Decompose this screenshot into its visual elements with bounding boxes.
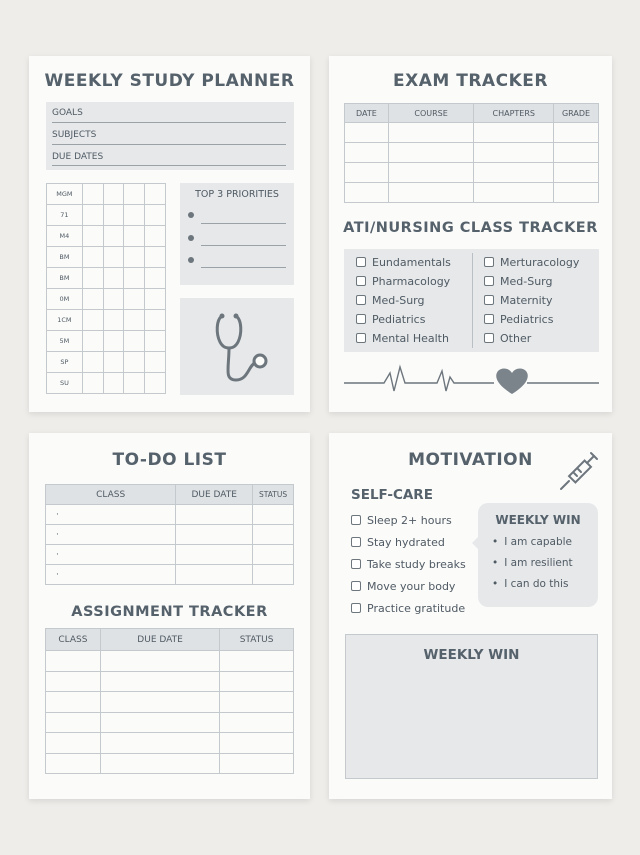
day-label: 1CM [47,310,83,331]
weekly-grid-cell[interactable] [103,268,124,289]
weekly-win-item-label: I am resilient [504,557,573,569]
assignment-title: ASSIGNMENT TRACKER [71,604,268,620]
ati-item[interactable] [484,275,552,288]
ati-item-label: Mental Health [372,332,449,345]
weekly-win-bubble-title: WEEKLY WIN [495,513,581,527]
assignment-cell[interactable] [220,753,294,774]
checkbox[interactable] [484,276,494,286]
assignment-cell[interactable] [220,733,294,754]
assignment-cell[interactable] [46,753,101,774]
weekly-grid-row [47,247,166,268]
assignment-cell[interactable] [46,671,101,692]
checkbox[interactable] [484,295,494,305]
todo-cell[interactable] [176,505,253,525]
heartbeat-heart-icon [344,361,599,395]
weekly-grid-cell[interactable] [82,373,103,394]
weekly-grid-cell[interactable] [124,205,145,226]
todo-title: TO-DO LIST [112,450,227,470]
weekly-grid-cell[interactable] [103,205,124,226]
ati-item-label: Merturacology [500,256,580,269]
weekly-grid-row [47,373,166,394]
todo-header-class: CLASS [46,485,176,505]
checkbox[interactable] [351,603,361,613]
weekly-win-item-label: I am capable [504,536,572,548]
exam-row [345,143,599,163]
assignment-cell[interactable] [100,733,219,754]
exam-cell[interactable] [554,163,599,183]
ati-item-label: Eundamentals [372,256,451,269]
assignment-header-status: STATUS [220,629,294,651]
checkbox[interactable] [351,537,361,547]
selfcare-item[interactable] [351,514,452,527]
assignment-row [46,692,294,713]
motivation-card [329,433,612,799]
weekly-grid [46,183,166,394]
exam-cell[interactable] [345,143,389,163]
weekly-grid-cell[interactable] [103,289,124,310]
selfcare-item-label: Sleep 2+ hours [367,514,452,527]
checkbox[interactable] [351,515,361,525]
assignment-cell[interactable] [100,692,219,713]
exam-cell[interactable] [388,143,474,163]
todo-cell[interactable] [253,525,294,545]
priority-line-2[interactable] [201,245,286,246]
todo-cell[interactable] [253,565,294,585]
exam-tracker-card [329,56,612,412]
weekly-grid-row [47,352,166,373]
day-label: MGM [47,184,83,205]
subjects-label: SUBJECTS [52,130,97,140]
weekly-grid-row [47,184,166,205]
weekly-study-planner-card [29,56,310,412]
motivation-title: MOTIVATION [408,450,533,470]
weekly-grid-cell[interactable] [145,331,166,352]
weekly-grid-cell[interactable] [103,310,124,331]
exam-header-chapters: CHAPTERS [474,104,554,123]
weekly-grid-cell[interactable] [145,310,166,331]
weekly-grid-cell[interactable] [124,373,145,394]
todo-row [46,525,294,545]
weekly-win-item-label: I can do this [504,578,569,590]
weekly-grid-cell[interactable] [124,184,145,205]
day-label: 71 [47,205,83,226]
ati-item[interactable] [484,313,553,326]
exam-title: EXAM TRACKER [393,71,548,91]
checkbox[interactable] [351,559,361,569]
exam-cell[interactable] [554,183,599,203]
exam-cell[interactable] [345,183,389,203]
ati-item[interactable] [356,256,451,269]
exam-cell[interactable] [554,143,599,163]
todo-row-mark[interactable]: · [46,565,176,585]
checkbox[interactable] [356,257,366,267]
todo-cell[interactable] [253,545,294,565]
selfcare-title: SELF-CARE [351,487,433,503]
assignment-header-due-date: DUE DATE [100,629,219,651]
planner-title: WEEKLY STUDY PLANNER [44,71,295,91]
exam-row [345,123,599,143]
weekly-grid-cell[interactable] [103,184,124,205]
syringe-icon [557,449,601,493]
day-label: SU [47,373,83,394]
bullet: • [492,557,499,569]
assignment-row [46,712,294,733]
weekly-grid-row [47,331,166,352]
selfcare-item[interactable] [351,602,465,615]
weekly-grid-cell[interactable] [145,184,166,205]
assignment-cell[interactable] [220,692,294,713]
weekly-grid-cell[interactable] [145,226,166,247]
ati-item[interactable] [356,313,425,326]
weekly-grid-cell[interactable] [145,247,166,268]
assignment-row [46,753,294,774]
weekly-grid-cell[interactable] [82,268,103,289]
weekly-grid-cell[interactable] [124,247,145,268]
exam-cell[interactable] [474,163,554,183]
todo-row [46,545,294,565]
checkbox[interactable] [484,333,494,343]
ati-item-label: Med-Surg [500,275,553,288]
ati-item-label: Med-Surg [372,294,425,307]
assignment-cell[interactable] [220,712,294,733]
bullet: • [492,578,499,590]
goals-line[interactable] [52,122,286,123]
weekly-grid-cell[interactable] [103,331,124,352]
todo-table [45,484,294,585]
assignment-row [46,733,294,754]
assignment-cell[interactable] [220,671,294,692]
day-label: M4 [47,226,83,247]
selfcare-item-label: Move your body [367,580,456,593]
weekly-grid-cell[interactable] [82,352,103,373]
todo-row [46,565,294,585]
due-dates-label: DUE DATES [52,152,104,162]
selfcare-item-label: Take study breaks [367,558,466,571]
weekly-win-item [492,557,573,569]
assignment-cell[interactable] [100,712,219,733]
weekly-win-item [492,536,572,548]
weekly-grid-cell[interactable] [145,373,166,394]
todo-cell[interactable] [253,505,294,525]
weekly-grid-cell[interactable] [82,289,103,310]
weekly-grid-cell[interactable] [82,184,103,205]
todo-card [29,433,310,799]
weekly-grid-cell[interactable] [145,289,166,310]
ati-item-label: Other [500,332,532,345]
assignment-cell[interactable] [46,651,101,672]
selfcare-item[interactable] [351,536,445,549]
priorities-title: TOP 3 PRIORITIES [195,189,279,200]
selfcare-item[interactable] [351,558,466,571]
day-label: 5M [47,331,83,352]
todo-cell[interactable] [176,565,253,585]
ati-item-label: Maternity [500,294,553,307]
todo-row-mark[interactable]: · [46,525,176,545]
ati-item-label: Pediatrics [500,313,554,326]
weekly-grid-cell[interactable] [82,226,103,247]
assignment-cell[interactable] [46,692,101,713]
todo-row [46,505,294,525]
weekly-grid-row [47,310,166,331]
exam-cell[interactable] [474,123,554,143]
ati-title: ATI/NURSING CLASS TRACKER [343,220,598,236]
assignment-header-class: CLASS [46,629,101,651]
checkbox[interactable] [484,257,494,267]
weekly-grid-cell[interactable] [145,268,166,289]
checkbox[interactable] [356,295,366,305]
assignment-cell[interactable] [100,651,219,672]
exam-cell[interactable] [345,163,389,183]
assignment-cell[interactable] [46,733,101,754]
weekly-grid-cell[interactable] [82,310,103,331]
assignment-cell[interactable] [100,671,219,692]
ati-divider [472,253,473,348]
selfcare-item-label: Practice gratitude [367,602,466,615]
assignment-row [46,671,294,692]
weekly-grid-cell[interactable] [124,352,145,373]
checkbox[interactable] [356,314,366,324]
weekly-grid-cell[interactable] [145,352,166,373]
exam-cell[interactable] [474,143,554,163]
weekly-grid-cell[interactable] [145,205,166,226]
exam-cell[interactable] [388,123,474,143]
todo-row-mark[interactable]: · [46,505,176,525]
priority-line-3[interactable] [201,267,286,268]
weekly-win-item [492,578,568,590]
stethoscope-icon [212,310,272,386]
day-label: SP [47,352,83,373]
exam-table [344,103,599,203]
day-label: BM [47,247,83,268]
checkbox[interactable] [484,314,494,324]
ati-item[interactable] [356,332,449,345]
assignment-table [45,628,294,774]
assignment-cell[interactable] [46,712,101,733]
weekly-win-bubble-tail [472,535,480,551]
todo-cell[interactable] [176,545,253,565]
day-label: 0M [47,289,83,310]
todo-row-mark[interactable]: · [46,545,176,565]
ati-item[interactable] [484,332,531,345]
weekly-grid-row [47,205,166,226]
weekly-grid-cell[interactable] [124,268,145,289]
due-dates-line[interactable] [52,165,286,166]
weekly-grid-cell[interactable] [124,310,145,331]
weekly-grid-cell[interactable] [124,226,145,247]
weekly-grid-cell[interactable] [82,247,103,268]
todo-cell[interactable] [176,525,253,545]
weekly-grid-cell[interactable] [124,289,145,310]
assignment-cell[interactable] [100,753,219,774]
priority-bullet-2 [188,235,194,241]
weekly-grid-cell[interactable] [103,373,124,394]
weekly-grid-cell[interactable] [124,331,145,352]
exam-cell[interactable] [388,163,474,183]
ati-item[interactable] [484,294,553,307]
priority-line-1[interactable] [201,223,286,224]
priority-bullet-1 [188,212,194,218]
assignment-cell[interactable] [220,651,294,672]
subjects-line[interactable] [52,144,286,145]
weekly-win-box-title: WEEKLY WIN [423,647,520,663]
todo-header-status: STATUS [253,485,294,505]
exam-cell[interactable] [345,123,389,143]
ati-item-label: Pharmacology [372,275,451,288]
weekly-grid-cell[interactable] [82,205,103,226]
selfcare-item-label: Stay hydrated [367,536,445,549]
checkbox[interactable] [356,333,366,343]
ati-item[interactable] [356,294,424,307]
weekly-grid-row [47,226,166,247]
checkbox[interactable] [356,276,366,286]
ati-item[interactable] [356,275,450,288]
exam-cell[interactable] [388,183,474,203]
priority-bullet-3 [188,257,194,263]
weekly-grid-row [47,268,166,289]
todo-header-due-date: DUE DATE [176,485,253,505]
checkbox[interactable] [351,581,361,591]
ati-item-label: Pediatrics [372,313,426,326]
weekly-grid-row [47,289,166,310]
exam-header-course: COURSE [388,104,474,123]
goals-label: GOALS [52,108,83,118]
assignment-row [46,651,294,672]
exam-row [345,183,599,203]
bullet: • [492,536,499,548]
exam-header-grade: GRADE [554,104,599,123]
exam-header-date: DATE [345,104,389,123]
weekly-grid-cell[interactable] [82,331,103,352]
weekly-grid-cell[interactable] [103,352,124,373]
weekly-grid-cell[interactable] [103,226,124,247]
ati-item[interactable] [484,256,579,269]
weekly-grid-cell[interactable] [103,247,124,268]
exam-row [345,163,599,183]
exam-cell[interactable] [474,183,554,203]
selfcare-item[interactable] [351,580,455,593]
day-label: BM [47,268,83,289]
exam-cell[interactable] [554,123,599,143]
